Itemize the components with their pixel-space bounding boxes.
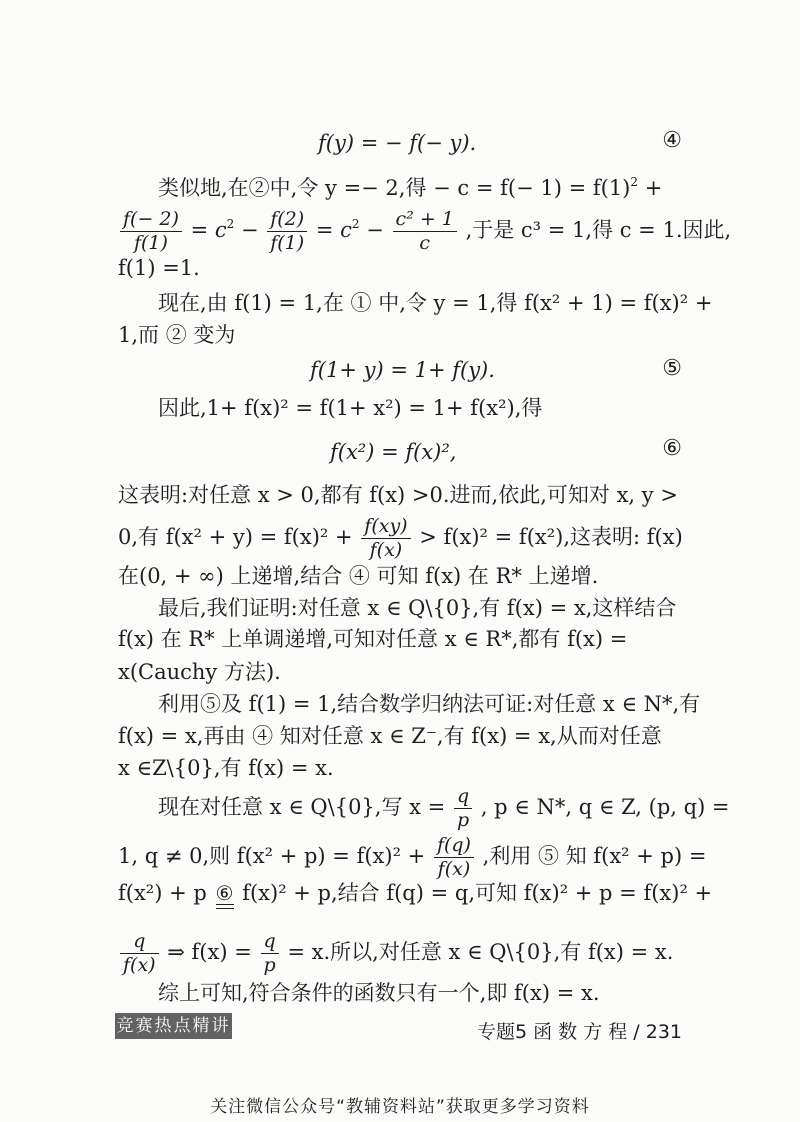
paragraph-5-line-1: 最后,我们证明:对任意 x ∈ Q\{0},有 f(x) = x,这样结合 bbox=[158, 596, 677, 620]
running-footer bbox=[477, 1017, 682, 1044]
paragraph-1-line-1: 类似地,在②中,令 y =− 2,得 − $c = f(- 1) = f(1)^2$ + bbox=[158, 175, 663, 200]
section-badge: 竞赛热点精讲 bbox=[115, 1013, 232, 1039]
fraction-f-2-over-f1 bbox=[120, 208, 182, 255]
fraction-denominator: p bbox=[456, 808, 470, 831]
p4-post: > f(x)² = f(x²),这表明: f(x) bbox=[419, 524, 683, 549]
fraction-numerator: f(xy) bbox=[361, 515, 410, 539]
paragraph-4-line-1: 这表明:对任意 x > 0,都有 f(x) >0.进而,依此,可知对 x, y > bbox=[118, 483, 678, 507]
paragraph-8: 综上可知,符合条件的函数只有一个,即 f(x) = x. bbox=[158, 981, 600, 1005]
fraction-denominator: f(1) bbox=[270, 231, 305, 254]
p4-pre: 0,有 f(x² + y) = f(x)² + bbox=[118, 524, 353, 549]
p1-end: ,于是 c³ = 1,得 c = 1.因此, bbox=[465, 217, 732, 242]
paragraph-7-line-3 bbox=[118, 883, 712, 909]
p7c-post: f(x)² + p,结合 f(q) = q,可知 f(x)² + p = f(x)² + bbox=[242, 881, 713, 905]
equals-by-mark: ⑥ bbox=[215, 881, 234, 905]
fraction-numerator: q bbox=[120, 930, 159, 954]
equation-6: f(x²) = f(x)², bbox=[330, 440, 457, 464]
p7d-post: = x.所以,对任意 x ∈ Q\{0},有 f(x) = x. bbox=[287, 939, 674, 964]
fraction-fxy-over-fx bbox=[361, 515, 410, 562]
equation-4: f(y) = − f(− y). bbox=[318, 131, 477, 155]
fraction-numerator: f(− 2) bbox=[120, 208, 182, 232]
fraction-denominator: f(x) bbox=[123, 953, 156, 976]
paragraph-4-line-3: 在(0, + ∞) 上递增,结合 ④ 可知 f(x) 在 R* 上递增. bbox=[118, 564, 599, 588]
p7b-pre: 1, q ≠ 0,则 f(x² + p) = f(x)² + bbox=[118, 843, 426, 868]
fraction-numerator: f(q) bbox=[434, 834, 474, 858]
equation-number-5: ⑤ bbox=[662, 356, 682, 381]
p1-text: 类似地,在②中,令 y =− 2,得 − c = f(− 1) = f(1) bbox=[158, 176, 631, 200]
p7c-pre: f(x²) + p bbox=[118, 881, 207, 905]
paragraph-3: 因此,1+ f(x)² = f(1+ x²) = 1+ f(x²),得 bbox=[158, 396, 543, 420]
fraction-q-over-p-2 bbox=[261, 930, 279, 977]
p7a-pre: 现在对任意 x ∈ Q\{0},写 x = bbox=[158, 794, 446, 819]
bottom-promo-note: 关注微信公众号“教辅资料站”获取更多学习资料 bbox=[210, 1097, 590, 1117]
fraction-f2-over-f1 bbox=[267, 208, 307, 255]
fraction-c2-plus-1-over-c bbox=[393, 208, 457, 255]
paragraph-1-line-3: f(1) =1. bbox=[118, 256, 200, 280]
p1-mid1: = c bbox=[190, 217, 227, 242]
paragraph-5-line-2: f(x) 在 R* 上单调递增,可知对任意 x ∈ R*,都有 f(x) = bbox=[118, 627, 628, 651]
fraction-q-over-p bbox=[454, 785, 472, 832]
p7b-post: ,利用 ⑤ 知 f(x² + p) = bbox=[482, 843, 707, 868]
page-number: 231 bbox=[645, 1021, 682, 1043]
p7d-mid: ⇒ f(x) = bbox=[167, 939, 252, 964]
paragraph-1-line-2: $\frac{f(- 2)}{f(1)}$ = $c^2$ − $\frac{f(2)}{f(1)}$ = $c^2$ − $\frac{\text{c² + 1}}{c}$ ,于是 c³ = 1,得 c = 1.因此, bbox=[118, 208, 731, 255]
paragraph-2-line-2: 1,而 ② 变为 bbox=[118, 323, 236, 347]
paragraph-7-line-4 bbox=[118, 930, 673, 977]
equals-by-6-symbol bbox=[214, 883, 236, 909]
paragraph-6-line-2: f(x) = x,再由 ④ 知对任意 x ∈ Z⁻,有 f(x) = x,从而对任意 bbox=[118, 724, 662, 748]
fraction-q-over-fx bbox=[120, 930, 159, 977]
fraction-numerator: c² + 1 bbox=[393, 208, 457, 232]
footer-separator: / bbox=[633, 1021, 640, 1043]
paragraph-7-line-1 bbox=[158, 785, 730, 832]
equation-5: f(1+ y) = 1+ f(y). bbox=[310, 358, 495, 382]
fraction-numerator: f(2) bbox=[267, 208, 307, 232]
paragraph-6-line-3: x ∈Z\{0},有 f(x) = x. bbox=[118, 756, 334, 780]
fraction-numerator: q bbox=[261, 930, 279, 954]
p7a-post: , p ∈ N*, q ∈ Z, (p, q) = bbox=[480, 794, 730, 819]
p1-mid2: = c bbox=[315, 217, 352, 242]
fraction-numerator: q bbox=[454, 785, 472, 809]
fraction-denominator: f(1) bbox=[133, 231, 168, 254]
paragraph-6-line-1: 利用⑤及 f(1) = 1,结合数学归纳法可证:对任意 x ∈ N*,有 bbox=[158, 692, 701, 716]
paragraph-4-line-2 bbox=[118, 515, 683, 562]
paragraph-7-line-2 bbox=[118, 834, 706, 881]
equation-number-6: ⑥ bbox=[662, 436, 682, 461]
fraction-denominator: f(x) bbox=[437, 857, 471, 880]
fraction-denominator: f(x) bbox=[369, 538, 403, 561]
paragraph-2-line-1: 现在,由 f(1) = 1,在 ① 中,令 y = 1,得 f(x² + 1) = f(x)² + bbox=[158, 291, 713, 315]
fraction-denominator: p bbox=[263, 953, 276, 976]
p1-tail: + bbox=[644, 176, 663, 200]
fraction-fq-over-fx bbox=[434, 834, 474, 881]
paragraph-5-line-3: x(Cauchy 方法). bbox=[118, 660, 281, 684]
footer-topic: 专题5 函 数 方 程 bbox=[476, 1021, 628, 1043]
fraction-denominator: c bbox=[419, 231, 431, 254]
equation-number-4: ④ bbox=[662, 128, 682, 153]
